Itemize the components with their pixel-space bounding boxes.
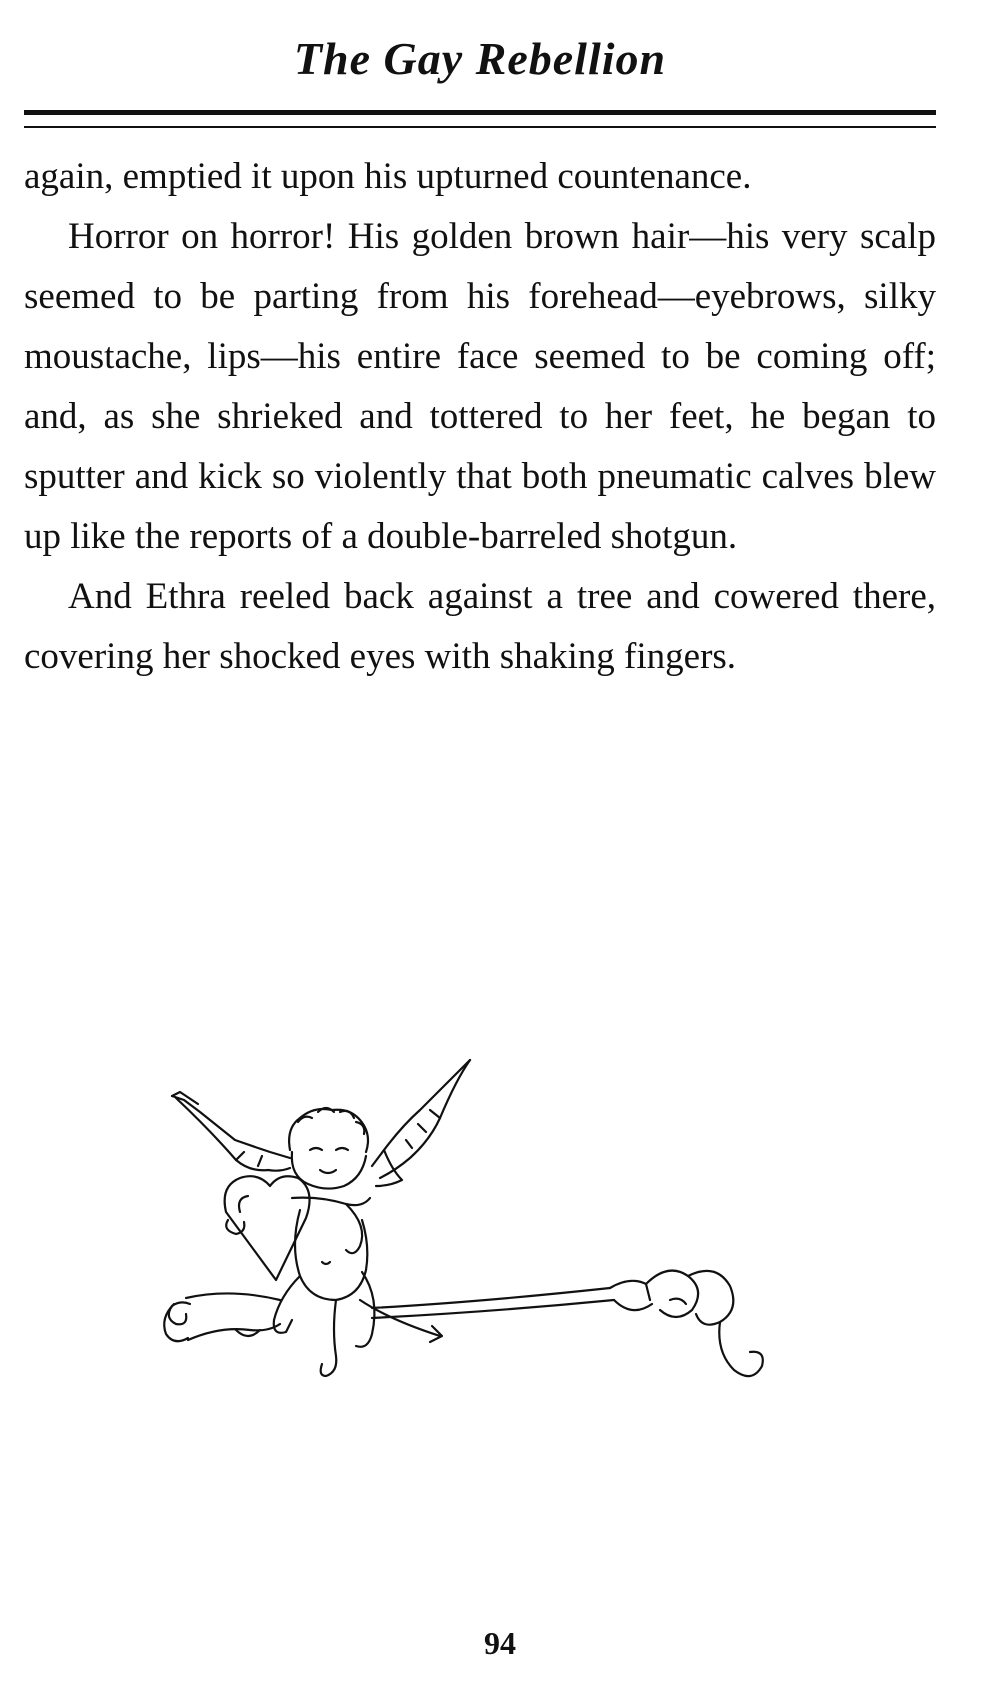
cupid-with-heart-and-scroll-icon xyxy=(140,1000,820,1410)
running-title: The Gay Rebellion xyxy=(293,33,667,84)
header-rule-thick xyxy=(24,110,936,115)
paragraph-horror: Horror on horror! His golden brown hair—his very scalp seemed to be parting from his forehead—eyebrows, silky moustache, lips—his entire face seemed to be coming off; and, as she shrieked and tottered to her feet, he began to sputter and kick so violently that both pneumatic calves blew up like the reports of a double-barreled shotgun. xyxy=(24,216,936,557)
header-rule-thin xyxy=(24,126,936,128)
paragraph-ethra: And Ethra reeled back against a tree and cowered there, covering her shocked eyes with shaking fingers. xyxy=(24,576,936,677)
paragraph-continuation: again, emptied it upon his upturned countenance. xyxy=(24,156,752,197)
page-number: 94 xyxy=(484,1625,516,1661)
body-text xyxy=(24,147,936,687)
